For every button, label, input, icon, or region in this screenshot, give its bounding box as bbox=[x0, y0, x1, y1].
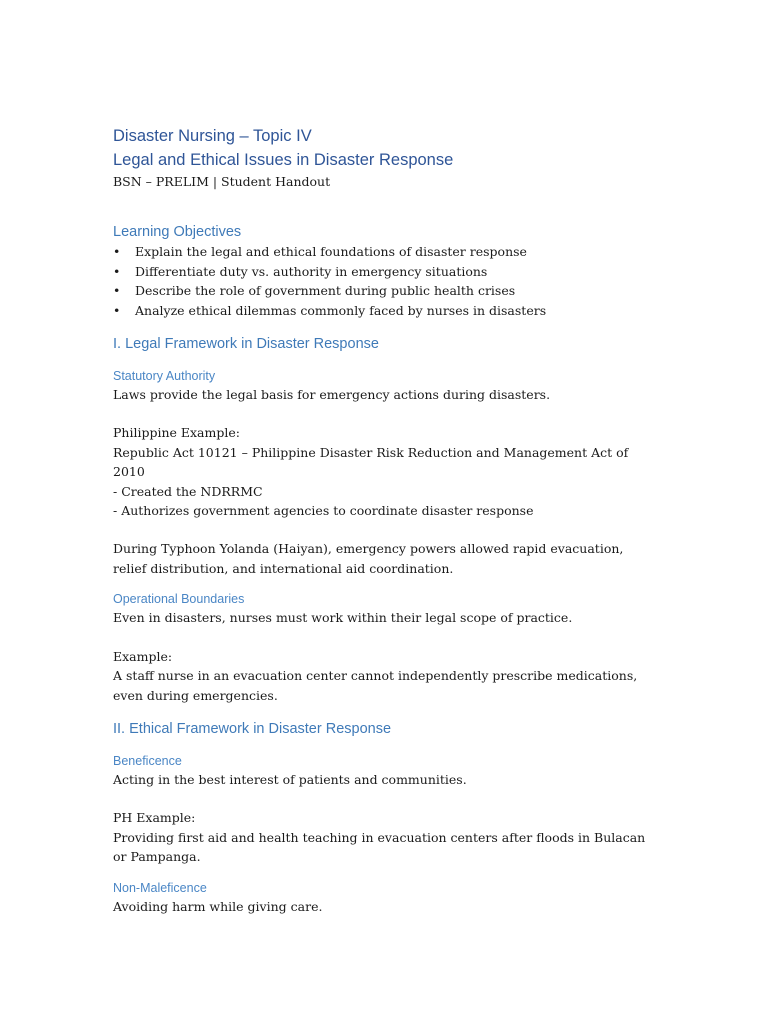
non-maleficence-intro: Avoiding harm while giving care. bbox=[113, 898, 323, 914]
operational-example-label: Example: bbox=[113, 648, 173, 664]
statutory-authority-heading: Statutory Authority bbox=[113, 369, 216, 384]
list-item: • Differentiate duty vs. authority in emergency situations bbox=[113, 262, 653, 281]
document-page bbox=[113, 124, 653, 916]
bullet-icon: • bbox=[113, 302, 121, 318]
bullet-icon: • bbox=[113, 283, 121, 299]
beneficence-intro: Acting in the best interest of patients and communities. bbox=[113, 771, 467, 787]
law-reference: Republic Act 10121 – Philippine Disaster Risk Reduction and Management Act of 2010 bbox=[113, 444, 629, 480]
yolanda-example: During Typhoon Yolanda (Haiyan), emergency powers allowed rapid evacuation, relief distribution, and international aid coordination. bbox=[113, 541, 624, 576]
objectives-list bbox=[113, 242, 653, 320]
ph-example-label: PH Example: bbox=[113, 810, 196, 826]
operational-boundaries-heading: Operational Boundaries bbox=[113, 592, 245, 607]
document-title: Disaster Nursing – Topic IV bbox=[113, 127, 312, 145]
list-item: • Analyze ethical dilemmas commonly faced by nurses in disasters bbox=[113, 301, 653, 320]
operational-example: A staff nurse in an evacuation center cannot independently prescribe medications, even during emergencies. bbox=[113, 668, 638, 703]
bullet-icon: • bbox=[113, 263, 121, 279]
law-point-1: - Created the NDRRMC bbox=[113, 483, 263, 499]
section-ethical-heading: II. Ethical Framework in Disaster Response bbox=[113, 720, 392, 737]
philippine-example-label: Philippine Example: bbox=[113, 425, 240, 441]
document-subtitle: BSN – PRELIM | Student Handout bbox=[113, 174, 331, 189]
non-maleficence-heading: Non-Maleficence bbox=[113, 880, 207, 895]
operational-intro: Even in disasters, nurses must work within their legal scope of practice. bbox=[113, 610, 573, 626]
beneficence-heading: Beneficence bbox=[113, 753, 182, 768]
statutory-intro: Laws provide the legal basis for emergency actions during disasters. bbox=[113, 387, 551, 403]
list-item: • Explain the legal and ethical foundations of disaster response bbox=[113, 242, 653, 261]
learning-objectives-heading: Learning Objectives bbox=[113, 224, 242, 241]
document-title-line2: Legal and Ethical Issues in Disaster Response bbox=[113, 151, 454, 169]
bullet-icon: • bbox=[113, 244, 121, 260]
list-item: • Describe the role of government during public health crises bbox=[113, 281, 653, 300]
section-legal-heading: I. Legal Framework in Disaster Response bbox=[113, 336, 379, 353]
beneficence-example: Providing first aid and health teaching in evacuation centers after floods in Bulacan or Pampanga. bbox=[113, 829, 646, 865]
law-point-2: - Authorizes government agencies to coordinate disaster response bbox=[113, 503, 534, 519]
